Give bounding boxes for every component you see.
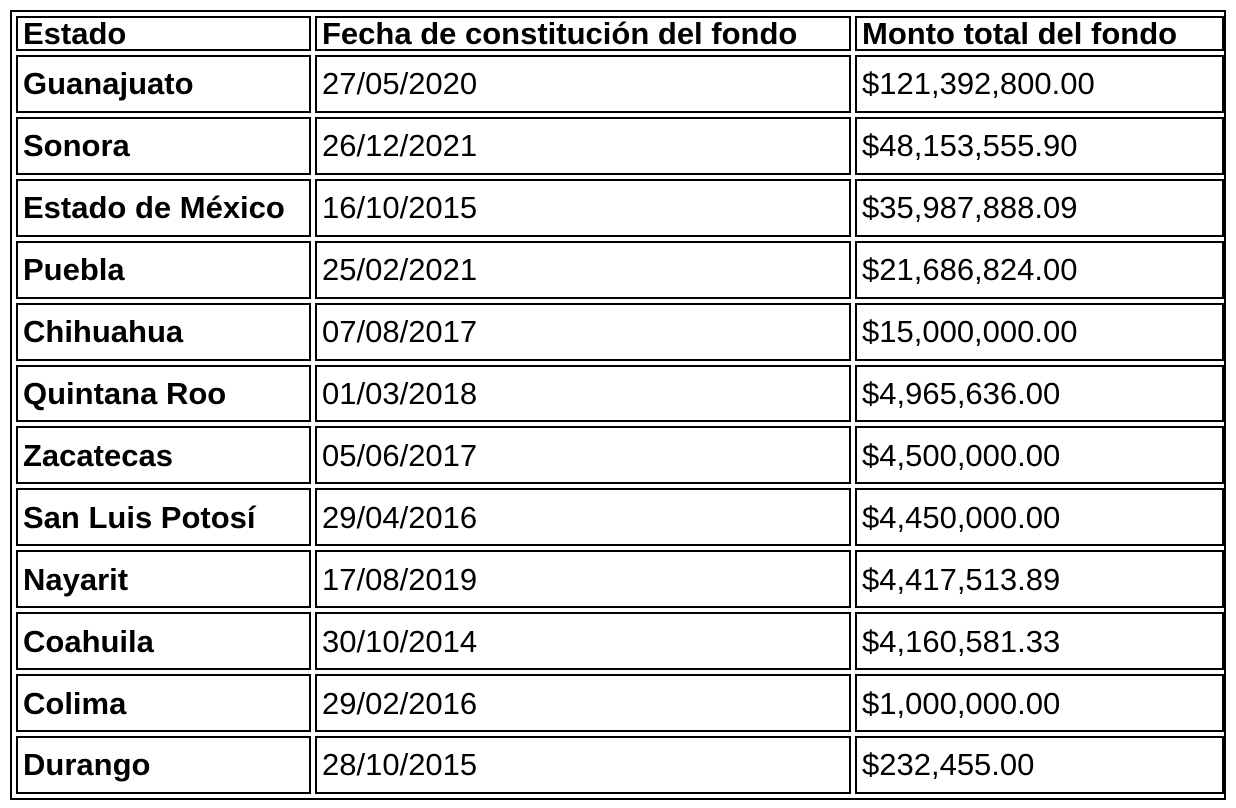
cell-fecha: 25/02/2021 bbox=[315, 241, 851, 299]
cell-estado: San Luis Potosí bbox=[16, 488, 311, 546]
cell-estado: Chihuahua bbox=[16, 303, 311, 361]
cell-fecha: 29/04/2016 bbox=[315, 488, 851, 546]
cell-estado: Durango bbox=[16, 736, 311, 794]
cell-fecha: 27/05/2020 bbox=[315, 55, 851, 113]
cell-fecha: 07/08/2017 bbox=[315, 303, 851, 361]
table-row bbox=[16, 55, 1224, 113]
table-row bbox=[16, 736, 1224, 794]
cell-estado: Quintana Roo bbox=[16, 365, 311, 423]
table-row bbox=[16, 179, 1224, 237]
table-row bbox=[16, 674, 1224, 732]
cell-monto: $4,500,000.00 bbox=[855, 426, 1224, 484]
cell-estado: Nayarit bbox=[16, 550, 311, 608]
cell-estado: Colima bbox=[16, 674, 311, 732]
cell-estado: Guanajuato bbox=[16, 55, 311, 113]
cell-estado: Estado de México bbox=[16, 179, 311, 237]
cell-estado: Coahuila bbox=[16, 612, 311, 670]
table-row bbox=[16, 241, 1224, 299]
cell-monto: $4,160,581.33 bbox=[855, 612, 1224, 670]
cell-fecha: 01/03/2018 bbox=[315, 365, 851, 423]
cell-monto: $232,455.00 bbox=[855, 736, 1224, 794]
cell-fecha: 29/02/2016 bbox=[315, 674, 851, 732]
cell-monto: $15,000,000.00 bbox=[855, 303, 1224, 361]
cell-estado: Sonora bbox=[16, 117, 311, 175]
table-row bbox=[16, 550, 1224, 608]
cell-fecha: 17/08/2019 bbox=[315, 550, 851, 608]
cell-monto: $4,417,513.89 bbox=[855, 550, 1224, 608]
cell-fecha: 26/12/2021 bbox=[315, 117, 851, 175]
table-row bbox=[16, 303, 1224, 361]
cell-monto: $35,987,888.09 bbox=[855, 179, 1224, 237]
funds-table-container bbox=[10, 10, 1226, 800]
table-row bbox=[16, 612, 1224, 670]
cell-monto: $21,686,824.00 bbox=[855, 241, 1224, 299]
header-estado: Estado bbox=[16, 16, 311, 51]
table-header-row bbox=[16, 16, 1224, 51]
cell-monto: $1,000,000.00 bbox=[855, 674, 1224, 732]
cell-monto: $48,153,555.90 bbox=[855, 117, 1224, 175]
cell-fecha: 30/10/2014 bbox=[315, 612, 851, 670]
table-row bbox=[16, 117, 1224, 175]
funds-table bbox=[12, 12, 1228, 798]
cell-monto: $4,965,636.00 bbox=[855, 365, 1224, 423]
cell-monto: $121,392,800.00 bbox=[855, 55, 1224, 113]
cell-fecha: 28/10/2015 bbox=[315, 736, 851, 794]
header-monto: Monto total del fondo bbox=[855, 16, 1224, 51]
cell-monto: $4,450,000.00 bbox=[855, 488, 1224, 546]
cell-estado: Puebla bbox=[16, 241, 311, 299]
header-fecha: Fecha de constitución del fondo bbox=[315, 16, 851, 51]
cell-fecha: 05/06/2017 bbox=[315, 426, 851, 484]
table-row bbox=[16, 365, 1224, 423]
table-row bbox=[16, 426, 1224, 484]
table-row bbox=[16, 488, 1224, 546]
cell-estado: Zacatecas bbox=[16, 426, 311, 484]
cell-fecha: 16/10/2015 bbox=[315, 179, 851, 237]
